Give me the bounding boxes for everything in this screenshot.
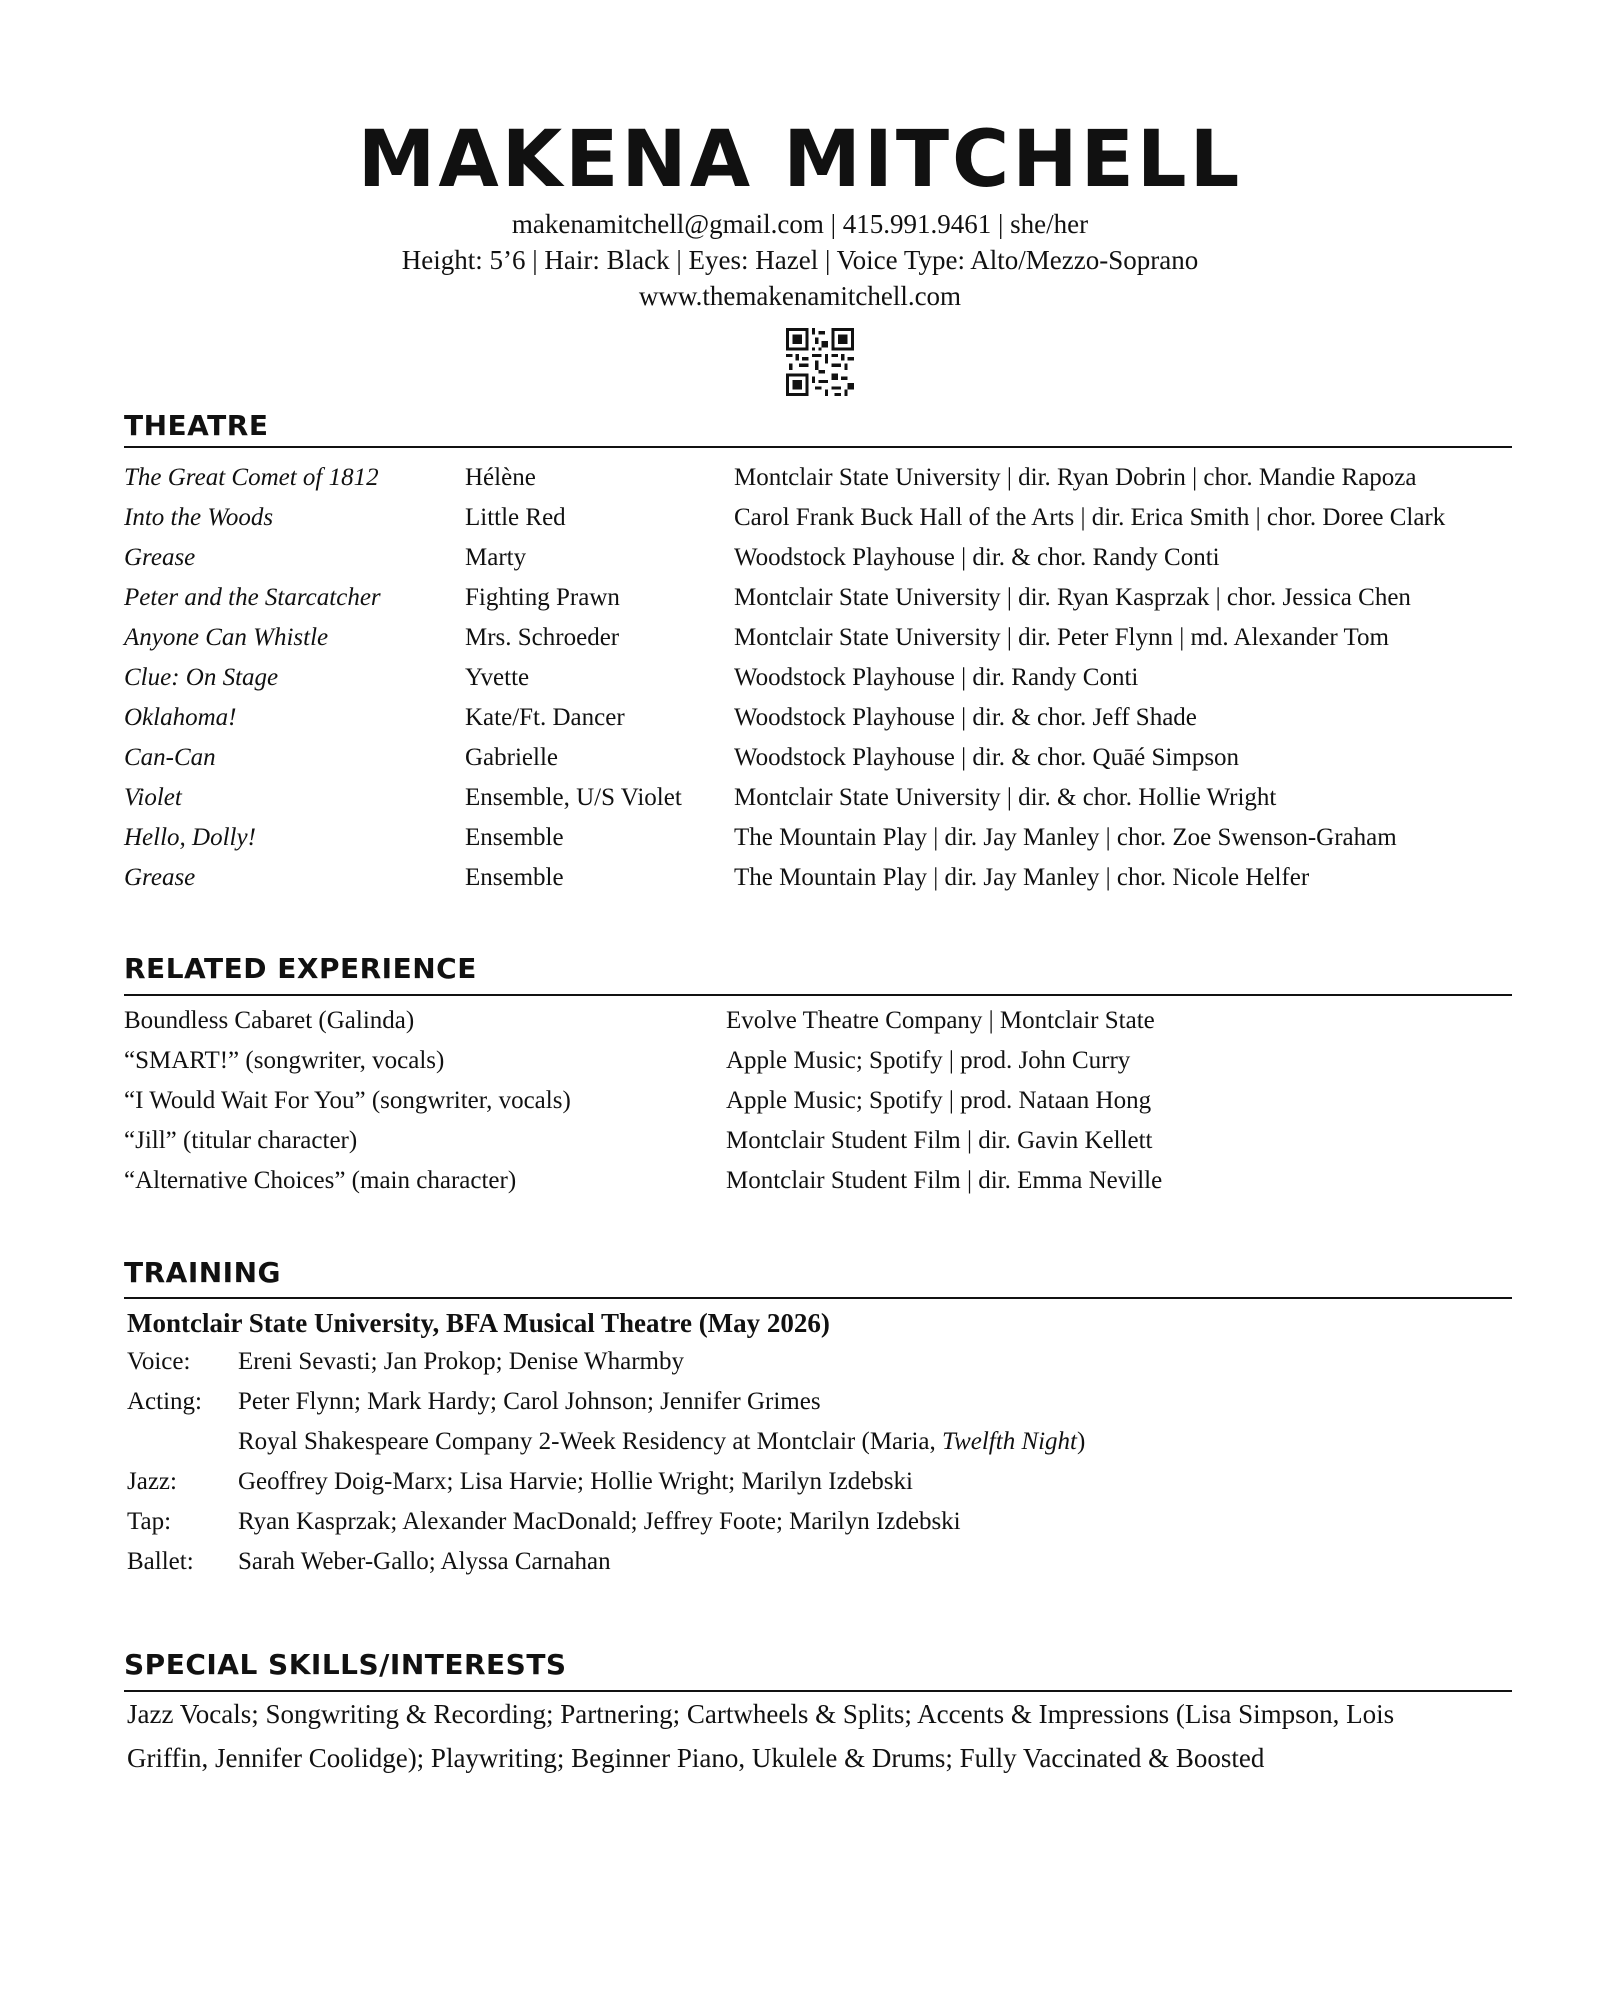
work-title: Boundless Cabaret (Galinda) (124, 1007, 415, 1034)
table-row (0, 858, 1600, 898)
work-detail: Apple Music; Spotify | prod. Nataan Hong (726, 1087, 1152, 1114)
show-title: The Great Comet of 1812 (124, 464, 379, 491)
company-credits: The Mountain Play | dir. Jay Manley | chor. Zoe Swenson-Graham (734, 824, 1397, 851)
role-name: Kate/Ft. Dancer (465, 704, 625, 731)
qr-code-icon[interactable] (786, 328, 854, 396)
show-title: Grease (124, 864, 196, 891)
table-row (0, 498, 1600, 538)
show-title: Hello, Dolly! (124, 824, 256, 851)
company-credits: Montclair State University | dir. Ryan Dobrin | chor. Mandie Rapoza (734, 464, 1417, 491)
company-credits: Woodstock Playhouse | dir. Randy Conti (734, 664, 1139, 691)
table-row (0, 1502, 1600, 1542)
company-credits: Carol Frank Buck Hall of the Arts | dir. Erica Smith | chor. Doree Clark (734, 504, 1446, 531)
table-row (0, 698, 1600, 738)
work-detail: Montclair Student Film | dir. Gavin Kellett (726, 1127, 1153, 1154)
table-row (0, 738, 1600, 778)
table-row (0, 1041, 1600, 1081)
table-row (0, 1342, 1600, 1382)
role-name: Fighting Prawn (465, 584, 620, 611)
show-title: Anyone Can Whistle (124, 624, 329, 651)
table-row (0, 778, 1600, 818)
show-title: Into the Woods (124, 504, 274, 531)
training-label: Voice: (127, 1348, 191, 1375)
table-row (0, 818, 1600, 858)
table-row (0, 1121, 1600, 1161)
table-row (0, 538, 1600, 578)
role-name: Marty (465, 544, 527, 571)
company-credits: Montclair State University | dir. Peter Flynn | md. Alexander Tom (734, 624, 1389, 651)
show-title: Grease (124, 544, 196, 571)
work-detail: Apple Music; Spotify | prod. John Curry (726, 1047, 1131, 1074)
theatre-divider (124, 446, 1512, 448)
work-title: “Alternative Choices” (main character) (124, 1167, 517, 1194)
related-divider (124, 994, 1512, 996)
table-row (0, 458, 1600, 498)
role-name: Yvette (465, 664, 530, 691)
table-row (0, 1161, 1600, 1201)
training-heading: TRAINING (124, 1256, 282, 1289)
work-title: “I Would Wait For You” (songwriter, vocals) (124, 1087, 571, 1114)
role-name: Little Red (465, 504, 566, 531)
table-row (0, 658, 1600, 698)
training-teachers: Sarah Weber-Gallo; Alyssa Carnahan (238, 1548, 611, 1575)
role-name: Ensemble (465, 824, 564, 851)
training-residency (238, 1422, 1085, 1462)
training-program: Montclair State University, BFA Musical Theatre (May 2026) (127, 1308, 830, 1338)
show-title: Clue: On Stage (124, 664, 279, 691)
table-row (0, 1001, 1600, 1041)
related-heading: RELATED EXPERIENCE (124, 952, 477, 985)
work-detail: Montclair Student Film | dir. Emma Neville (726, 1167, 1163, 1194)
role-name: Gabrielle (465, 744, 559, 771)
table-row (0, 578, 1600, 618)
theatre-heading: THEATRE (124, 409, 269, 442)
table-row (0, 1542, 1600, 1582)
company-credits: Woodstock Playhouse | dir. & chor. Randy Conti (734, 544, 1220, 571)
show-title: Can-Can (124, 744, 216, 771)
show-title: Oklahoma! (124, 704, 237, 731)
training-label: Ballet: (127, 1548, 194, 1575)
training-label: Acting: (127, 1388, 202, 1415)
table-row (0, 1422, 1600, 1462)
table-row (0, 618, 1600, 658)
training-label: Tap: (127, 1508, 172, 1535)
show-title: Peter and the Starcatcher (124, 584, 381, 611)
skills-heading: SPECIAL SKILLS/INTERESTS (124, 1648, 567, 1681)
role-name: Ensemble (465, 864, 564, 891)
company-credits: Woodstock Playhouse | dir. & chor. Jeff Shade (734, 704, 1197, 731)
training-divider (124, 1297, 1512, 1299)
training-teachers: Ryan Kasprzak; Alexander MacDonald; Jeffrey Foote; Marilyn Izdebski (238, 1508, 961, 1535)
website-link[interactable]: www.themakenamitchell.com (638, 281, 962, 311)
skills-text: Jazz Vocals; Songwriting & Recording; Partnering; Cartwheels & Splits; Accents & Impressions (Lisa Simpson, Lois Griffin, Jennifer Coolidge); Playwriting; Beginner Piano, Ukulele & Drums; Fully Vaccinated & Boosted (127, 1699, 1395, 1773)
role-name: Mrs. Schroeder (465, 624, 620, 651)
table-row (0, 1382, 1600, 1422)
contact-line: makenamitchell@gmail.com | 415.991.9461 | she/her (511, 209, 1089, 239)
show-title: Violet (124, 784, 182, 811)
training-teachers: Ereni Sevasti; Jan Prokop; Denise Wharmby (238, 1348, 684, 1375)
page-title: MAKENA MITCHELL (357, 115, 1243, 205)
residency-close: ) (1077, 1428, 1086, 1455)
company-credits: Montclair State University | dir. & chor. Hollie Wright (734, 784, 1277, 811)
residency-text: Royal Shakespeare Company 2-Week Residency at Montclair (Maria, (238, 1428, 943, 1455)
work-title: “SMART!” (songwriter, vocals) (124, 1047, 445, 1074)
training-label: Jazz: (127, 1468, 177, 1495)
stats-line: Height: 5’6 | Hair: Black | Eyes: Hazel | Voice Type: Alto/Mezzo-Soprano (401, 245, 1199, 275)
company-credits: Woodstock Playhouse | dir. & chor. Quāé Simpson (734, 744, 1240, 771)
company-credits: Montclair State University | dir. Ryan Kasprzak | chor. Jessica Chen (734, 584, 1411, 611)
role-name: Hélène (465, 464, 536, 491)
table-row (0, 1081, 1600, 1121)
work-title: “Jill” (titular character) (124, 1127, 358, 1154)
training-teachers: Peter Flynn; Mark Hardy; Carol Johnson; Jennifer Grimes (238, 1388, 821, 1415)
company-credits: The Mountain Play | dir. Jay Manley | chor. Nicole Helfer (734, 864, 1310, 891)
residency-play: Twelfth Night (942, 1428, 1078, 1455)
work-detail: Evolve Theatre Company | Montclair State (726, 1007, 1155, 1034)
role-name: Ensemble, U/S Violet (465, 784, 682, 811)
table-row (0, 1462, 1600, 1502)
training-teachers: Geoffrey Doig-Marx; Lisa Harvie; Hollie Wright; Marilyn Izdebski (238, 1468, 913, 1495)
